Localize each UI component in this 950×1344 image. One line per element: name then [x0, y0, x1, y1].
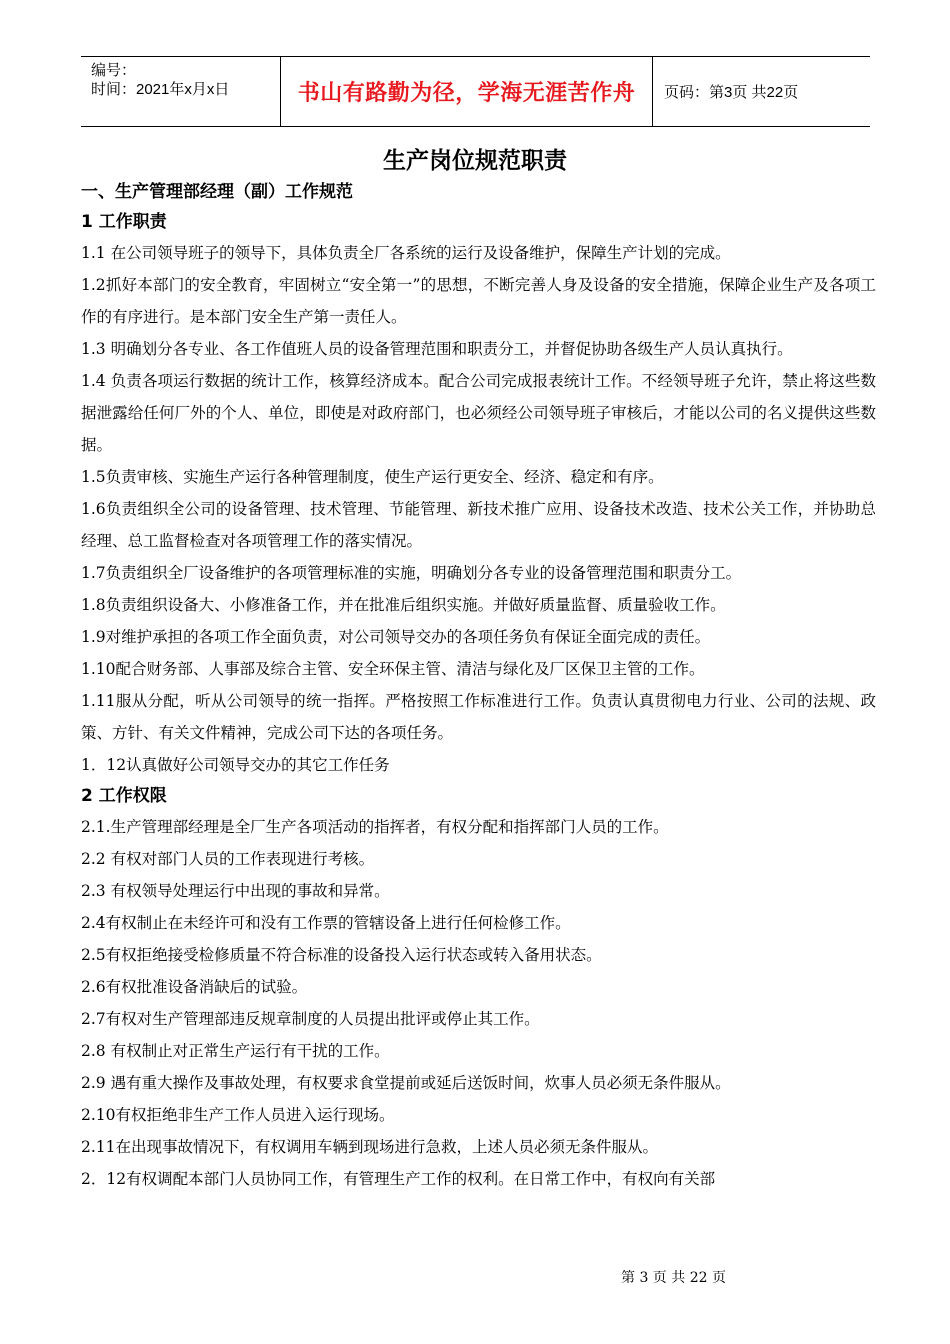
- duty-item: 1.6负责组织全公司的设备管理、技术管理、节能管理、新技术推广应用、设备技术改造、技术公关工作，并协助总经理、总工监督检查对各项管理工作的落实情况。: [81, 500, 876, 550]
- authority-item: 2.8 有权制止对正常生产运行有干扰的工作。: [81, 1042, 390, 1060]
- document-time-label: 时间：2021年x月x日: [91, 81, 230, 98]
- header-table: [81, 56, 870, 127]
- header-info-cell: [81, 57, 281, 126]
- header-page-cell: [653, 57, 870, 126]
- subsection-heading-authority: 2 工作权限: [81, 786, 167, 806]
- authority-item: 2.5有权拒绝接受检修质量不符合标准的设备投入运行状态或转入备用状态。: [81, 946, 602, 964]
- header-page-info: 页码：第3页 共22页: [664, 84, 799, 101]
- authority-item: 2.1.生产管理部经理是全厂生产各项活动的指挥者，有权分配和指挥部门人员的工作。: [81, 818, 669, 836]
- duty-item: 1.9对维护承担的各项工作全面负责，对公司领导交办的各项任务负有保证全面完成的责任。: [81, 628, 711, 646]
- authority-item: 2.2 有权对部门人员的工作表现进行考核。: [81, 850, 375, 868]
- document-number-label: 编号：: [91, 62, 137, 79]
- authority-item: 2.11在出现事故情况下，有权调用车辆到现场进行急救，上述人员必须无条件服从。: [81, 1138, 659, 1156]
- document-title: 生产岗位规范职责: [383, 148, 567, 174]
- authority-item: 2.3 有权领导处理运行中出现的事故和异常。: [81, 882, 390, 900]
- authority-item: 2.4有权制止在未经许可和没有工作票的管辖设备上进行任何检修工作。: [81, 914, 571, 932]
- duty-item: 1.1 在公司领导班子的领导下，具体负责全厂各系统的运行及设备维护，保障生产计划的完成。: [81, 244, 731, 262]
- duty-item: 1.11服从分配，听从公司领导的统一指挥。严格按照工作标准进行工作。负责认真贯彻电力行业、公司的法规、政策、方针、有关文件精神，完成公司下达的各项任务。: [81, 692, 876, 742]
- duty-item: 1.7负责组织全厂设备维护的各项管理标准的实施，明确划分各专业的设备管理范围和职责分工。: [81, 564, 742, 582]
- duty-item: 1.8负责组织设备大、小修准备工作，并在批准后组织实施。并做好质量监督、质量验收工作。: [81, 596, 726, 614]
- authority-item: 2.9 遇有重大操作及事故处理，有权要求食堂提前或延后送饭时间，炊事人员必须无条件服从。: [81, 1074, 731, 1092]
- authority-item: 2.6有权批准设备消缺后的试验。: [81, 978, 308, 996]
- header-motto: 书山有路勤为径，学海无涯苦作舟: [297, 81, 636, 106]
- duty-item: 1.2抓好本部门的安全教育，牢固树立“安全第一”的思想，不断完善人身及设备的安全措施，保障企业生产及各项工作的有序进行。是本部门安全生产第一责任人。: [81, 276, 876, 326]
- page-footer: 第 3 页 共 22 页: [621, 1270, 726, 1286]
- subsection-heading-duties: 1 工作职责: [81, 212, 167, 232]
- duty-item: 1.10配合财务部、人事部及综合主管、安全环保主管、清洁与绿化及厂区保卫主管的工作。: [81, 660, 705, 678]
- header-motto-cell: [281, 57, 653, 126]
- duty-item: 1.4 负责各项运行数据的统计工作，核算经济成本。配合公司完成报表统计工作。不经领导班子允许，禁止将这些数据泄露给任何厂外的个人、单位，即使是对政府部门，也必须经公司领导班子审核后，才能以公司的名义提供这些数据。: [81, 372, 876, 454]
- document-body: [81, 177, 876, 1195]
- authority-item: 2.10有权拒绝非生产工作人员进入运行现场。: [81, 1106, 395, 1124]
- duty-item: 1.3 明确划分各专业、各工作值班人员的设备管理范围和职责分工，并督促协助各级生产人员认真执行。: [81, 340, 793, 358]
- authority-item: 2．12有权调配本部门人员协同工作，有管理生产工作的权利。在日常工作中，有权向有关部: [81, 1170, 716, 1188]
- authority-item: 2.7有权对生产管理部违反规章制度的人员提出批评或停止其工作。: [81, 1010, 540, 1028]
- duty-item: 1．12认真做好公司领导交办的其它工作任务: [81, 756, 390, 774]
- duty-item: 1.5负责审核、实施生产运行各种管理制度，使生产运行更安全、经济、稳定和有序。: [81, 468, 664, 486]
- section-heading: 一、生产管理部经理（副）工作规范: [81, 182, 353, 202]
